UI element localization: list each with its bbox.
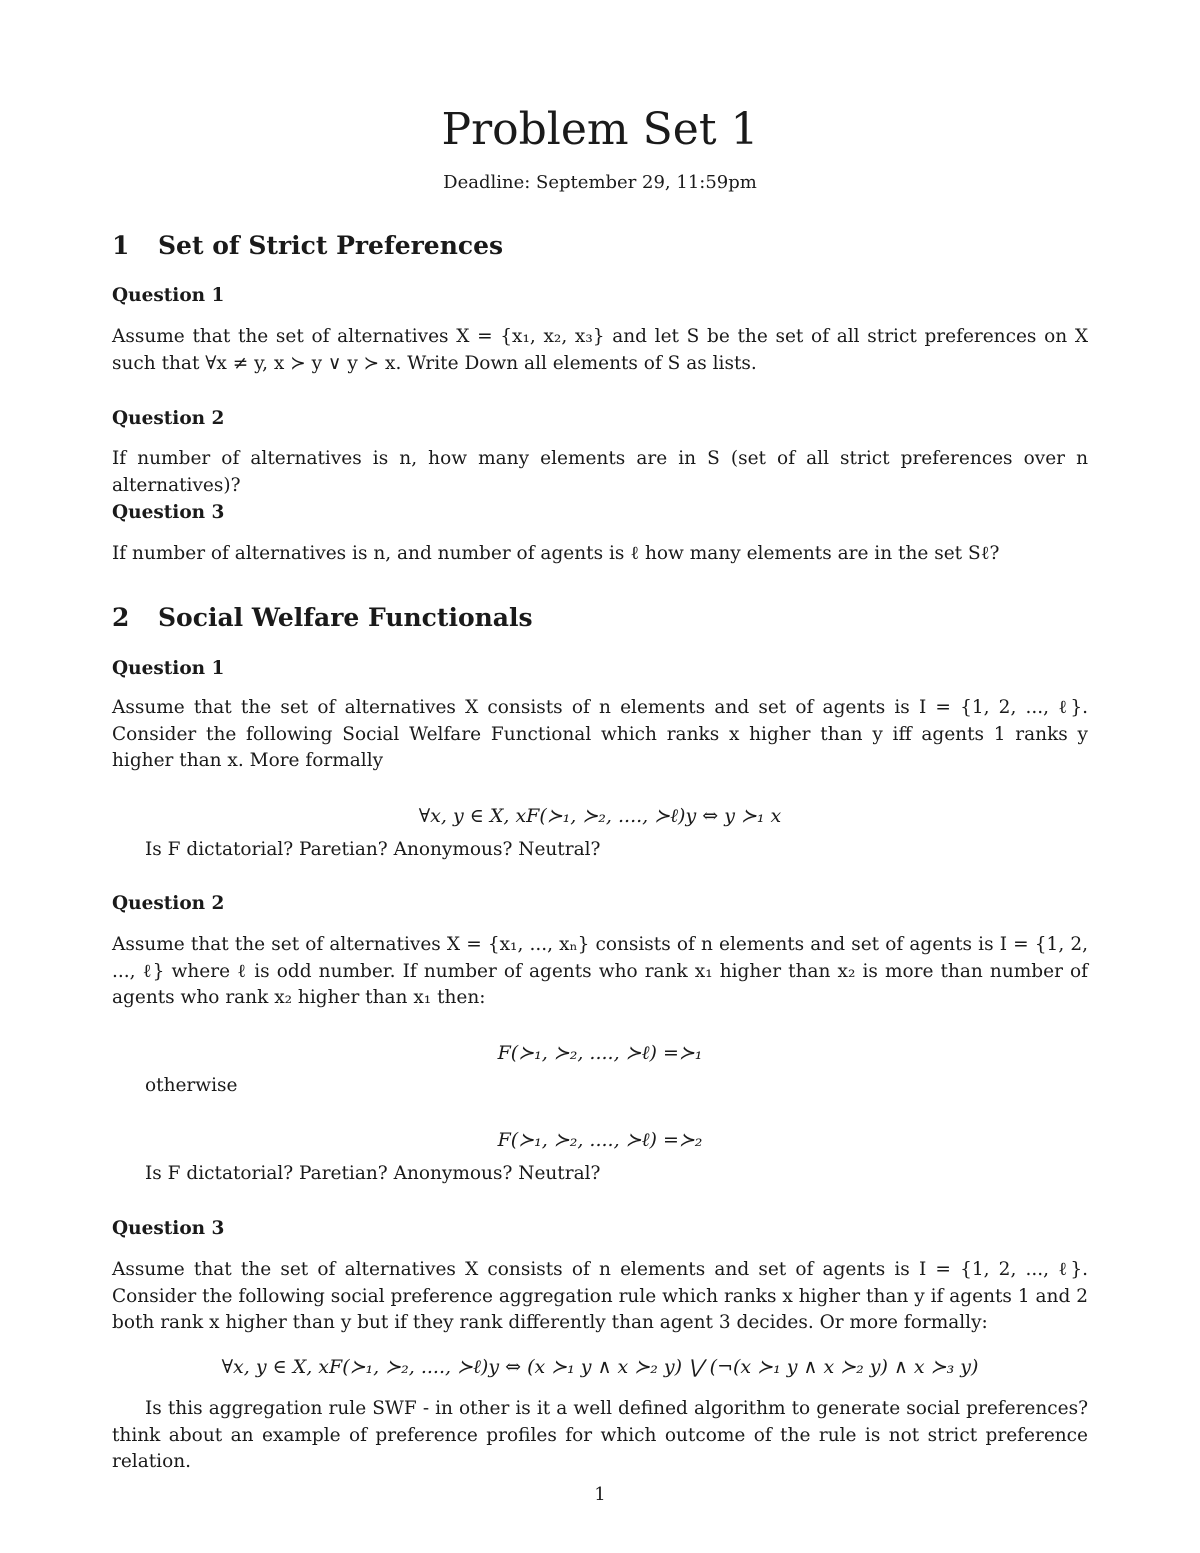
question-text: If number of alternatives is n, how many elements are in S (set of all strict preferences over n alternatives)?: [112, 448, 1088, 496]
section-title: Social Welfare Functionals: [158, 603, 533, 632]
equation: ∀x, y ∈ X, xF(≻₁, ≻₂, ...., ≻ℓ)y ⇔ (x ≻₁ y ∧ x ≻₂ y) ⋁ (¬(x ≻₁ y ∧ x ≻₂ y) ∧ x ≻₃ y): [221, 1356, 979, 1378]
question-text: Assume that the set of alternatives X = {x₁, x₂, x₃} and let S be the set of all strict preferences on X such that ∀x ≠ y, x ≻ y ∨ y ≻ x. Write Down all elements of S as lists.: [112, 326, 1088, 374]
document-title: Problem Set 1: [441, 104, 759, 155]
question-label: Question 3: [112, 502, 225, 523]
question-label: Question 1: [112, 285, 225, 306]
followup-text: Is F dictatorial? Paretian? Anonymous? Neutral?: [145, 839, 601, 860]
question-label: Question 1: [112, 658, 225, 679]
question-label: Question 2: [112, 893, 225, 914]
question-label: Question 3: [112, 1218, 225, 1239]
deadline: Deadline: September 29, 11:59pm: [443, 172, 757, 193]
equation: F(≻₁, ≻₂, ...., ≻ℓ) =≻₁: [497, 1042, 703, 1064]
document-page: [112, 0, 1088, 1553]
question-label: Question 2: [112, 408, 225, 429]
equation: ∀x, y ∈ X, xF(≻₁, ≻₂, ...., ≻ℓ)y ⇔ y ≻₁ x: [418, 805, 782, 827]
page-number: 1: [594, 1484, 606, 1505]
section-number: 2: [112, 603, 130, 632]
question-text: Assume that the set of alternatives X consists of n elements and set of agents is I = {1, 2, ..., ℓ}. Consider the following social preference aggregation rule which ranks x higher than y if agents 1 and 2 both rank x higher than y but if they rank differently than agent 3 decides. Or more formally:: [112, 1259, 1088, 1333]
question-text: Assume that the set of alternatives X consists of n elements and set of agents is I = {1, 2, ..., ℓ}. Consider the following Social Welfare Functional which ranks x higher than y iff agents 1 ranks y higher than x. More formally: [112, 697, 1088, 771]
question-text: If number of alternatives is n, and number of agents is ℓ how many elements are in the set Sℓ?: [112, 543, 1000, 564]
followup-text: Is this aggregation rule SWF - in other is it a well defined algorithm to generate social preferences? think about an example of preference profiles for which outcome of the rule is not strict preference relation.: [112, 1398, 1088, 1472]
equation: F(≻₁, ≻₂, ...., ≻ℓ) =≻₂: [497, 1129, 703, 1151]
followup-text: Is F dictatorial? Paretian? Anonymous? Neutral?: [145, 1163, 601, 1184]
section-2-heading: [112, 602, 533, 634]
section-1-heading: [112, 230, 503, 262]
middle-text: otherwise: [145, 1075, 238, 1096]
section-title: Set of Strict Preferences: [158, 231, 504, 260]
section-number: 1: [112, 231, 130, 260]
question-text: Assume that the set of alternatives X = {x₁, ..., xₙ} consists of n elements and set of agents is I = {1, 2, ..., ℓ} where ℓ is odd number. If number of agents who rank x₁ higher than x₂ is more than number of agents who rank x₂ higher than x₁ then:: [112, 934, 1088, 1008]
